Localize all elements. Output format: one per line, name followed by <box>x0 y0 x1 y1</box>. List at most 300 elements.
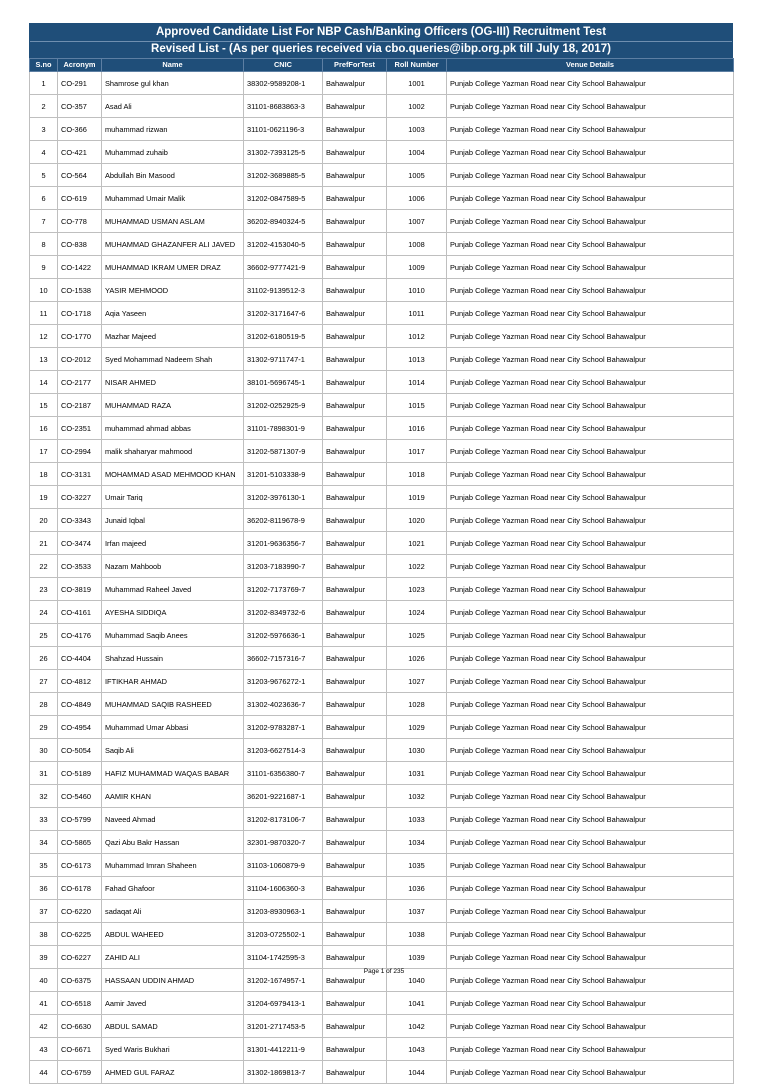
cell-pref-for-test: Bahawalpur <box>323 808 387 831</box>
cell-roll-number: 1012 <box>387 325 447 348</box>
cell-name: Abdullah Bin Masood <box>102 164 244 187</box>
cell-cnic: 31201-5103338-9 <box>244 463 323 486</box>
cell-cnic: 31202-7173769-7 <box>244 578 323 601</box>
cell-pref-for-test: Bahawalpur <box>323 72 387 95</box>
cell-venue-details: Punjab College Yazman Road near City School Bahawalpur <box>447 923 734 946</box>
cell-sno: 6 <box>30 187 58 210</box>
cell-name: MUHAMMAD RAZA <box>102 394 244 417</box>
cell-cnic: 31202-8173106-7 <box>244 808 323 831</box>
cell-sno: 22 <box>30 555 58 578</box>
cell-roll-number: 1018 <box>387 463 447 486</box>
cell-acronym: CO-5189 <box>58 762 102 785</box>
table-row <box>30 900 734 923</box>
cell-acronym: CO-5460 <box>58 785 102 808</box>
cell-pref-for-test: Bahawalpur <box>323 762 387 785</box>
cell-pref-for-test: Bahawalpur <box>323 1015 387 1038</box>
cell-venue-details: Punjab College Yazman Road near City School Bahawalpur <box>447 72 734 95</box>
cell-acronym: CO-5865 <box>58 831 102 854</box>
cell-roll-number: 1017 <box>387 440 447 463</box>
cell-pref-for-test: Bahawalpur <box>323 256 387 279</box>
cell-cnic: 31104-1606360-3 <box>244 877 323 900</box>
cell-name: Irfan majeed <box>102 532 244 555</box>
cell-cnic: 31201-9636356-7 <box>244 532 323 555</box>
cell-name: HAFIZ MUHAMMAD WAQAS BABAR <box>102 762 244 785</box>
cell-acronym: CO-3343 <box>58 509 102 532</box>
cell-pref-for-test: Bahawalpur <box>323 1061 387 1084</box>
cell-venue-details: Punjab College Yazman Road near City School Bahawalpur <box>447 210 734 233</box>
cell-acronym: CO-6759 <box>58 1061 102 1084</box>
table-row <box>30 417 734 440</box>
cell-acronym: CO-3819 <box>58 578 102 601</box>
cell-name: NISAR AHMED <box>102 371 244 394</box>
cell-cnic: 31202-8349732-6 <box>244 601 323 624</box>
cell-sno: 4 <box>30 141 58 164</box>
cell-cnic: 31301-4412211-9 <box>244 1038 323 1061</box>
cell-name: Qazi Abu Bakr Hassan <box>102 831 244 854</box>
cell-venue-details: Punjab College Yazman Road near City School Bahawalpur <box>447 877 734 900</box>
cell-pref-for-test: Bahawalpur <box>323 923 387 946</box>
cell-sno: 28 <box>30 693 58 716</box>
cell-cnic: 31202-1674957-1 <box>244 969 323 992</box>
cell-roll-number: 1042 <box>387 1015 447 1038</box>
cell-sno: 42 <box>30 1015 58 1038</box>
cell-name: Umair Tariq <box>102 486 244 509</box>
cell-cnic: 31302-1869813-7 <box>244 1061 323 1084</box>
cell-venue-details: Punjab College Yazman Road near City School Bahawalpur <box>447 95 734 118</box>
cell-pref-for-test: Bahawalpur <box>323 141 387 164</box>
cell-cnic: 31101-8683863-3 <box>244 95 323 118</box>
cell-acronym: CO-778 <box>58 210 102 233</box>
cell-name: AHMED GUL FARAZ <box>102 1061 244 1084</box>
cell-pref-for-test: Bahawalpur <box>323 233 387 256</box>
cell-cnic: 36202-8119678-9 <box>244 509 323 532</box>
cell-sno: 31 <box>30 762 58 785</box>
cell-cnic: 31202-5871307-9 <box>244 440 323 463</box>
cell-sno: 38 <box>30 923 58 946</box>
cell-pref-for-test: Bahawalpur <box>323 371 387 394</box>
cell-name: Saqib Ali <box>102 739 244 762</box>
cell-roll-number: 1003 <box>387 118 447 141</box>
cell-acronym: CO-619 <box>58 187 102 210</box>
cell-sno: 40 <box>30 969 58 992</box>
cell-roll-number: 1024 <box>387 601 447 624</box>
table-row <box>30 394 734 417</box>
cell-pref-for-test: Bahawalpur <box>323 279 387 302</box>
column-header-venue-details: Venue Details <box>447 59 734 72</box>
cell-cnic: 31204-6979413-1 <box>244 992 323 1015</box>
cell-cnic: 31203-7183990-7 <box>244 555 323 578</box>
cell-sno: 23 <box>30 578 58 601</box>
cell-pref-for-test: Bahawalpur <box>323 578 387 601</box>
cell-venue-details: Punjab College Yazman Road near City School Bahawalpur <box>447 348 734 371</box>
cell-pref-for-test: Bahawalpur <box>323 1038 387 1061</box>
cell-venue-details: Punjab College Yazman Road near City School Bahawalpur <box>447 785 734 808</box>
cell-cnic: 31203-6627514-3 <box>244 739 323 762</box>
table-row <box>30 95 734 118</box>
cell-cnic: 31202-3689885-5 <box>244 164 323 187</box>
cell-acronym: CO-4954 <box>58 716 102 739</box>
cell-venue-details: Punjab College Yazman Road near City School Bahawalpur <box>447 900 734 923</box>
cell-roll-number: 1009 <box>387 256 447 279</box>
cell-pref-for-test: Bahawalpur <box>323 716 387 739</box>
table-row <box>30 877 734 900</box>
cell-venue-details: Punjab College Yazman Road near City School Bahawalpur <box>447 762 734 785</box>
cell-cnic: 32301-9870320-7 <box>244 831 323 854</box>
cell-venue-details: Punjab College Yazman Road near City School Bahawalpur <box>447 716 734 739</box>
table-row <box>30 923 734 946</box>
cell-roll-number: 1016 <box>387 417 447 440</box>
table-row <box>30 164 734 187</box>
cell-cnic: 31202-3976130-1 <box>244 486 323 509</box>
cell-name: Syed Mohammad Nadeem Shah <box>102 348 244 371</box>
cell-venue-details: Punjab College Yazman Road near City School Bahawalpur <box>447 509 734 532</box>
cell-venue-details: Punjab College Yazman Road near City School Bahawalpur <box>447 233 734 256</box>
cell-venue-details: Punjab College Yazman Road near City School Bahawalpur <box>447 946 734 969</box>
cell-cnic: 31203-9676272-1 <box>244 670 323 693</box>
table-row <box>30 532 734 555</box>
cell-acronym: CO-4849 <box>58 693 102 716</box>
cell-acronym: CO-6220 <box>58 900 102 923</box>
candidate-list-sheet <box>29 23 733 1084</box>
cell-sno: 43 <box>30 1038 58 1061</box>
cell-name: Aqia Yaseen <box>102 302 244 325</box>
table-row <box>30 279 734 302</box>
cell-sno: 9 <box>30 256 58 279</box>
table-row <box>30 831 734 854</box>
table-row <box>30 72 734 95</box>
cell-name: AYESHA SIDDIQA <box>102 601 244 624</box>
column-header-acronym: Acronym <box>58 59 102 72</box>
cell-name: Naveed Ahmad <box>102 808 244 831</box>
page-title: Approved Candidate List For NBP Cash/Banking Officers (OG-III) Recruitment Test <box>155 26 607 38</box>
cell-cnic: 36201-9221687-1 <box>244 785 323 808</box>
cell-name: MOHAMMAD ASAD MEHMOOD KHAN <box>102 463 244 486</box>
cell-cnic: 31101-6356380-7 <box>244 762 323 785</box>
cell-sno: 14 <box>30 371 58 394</box>
cell-name: Mazhar Majeed <box>102 325 244 348</box>
column-header-roll-number: Roll Number <box>387 59 447 72</box>
cell-roll-number: 1004 <box>387 141 447 164</box>
table-row <box>30 1038 734 1061</box>
cell-acronym: CO-291 <box>58 72 102 95</box>
cell-acronym: CO-1422 <box>58 256 102 279</box>
cell-acronym: CO-4176 <box>58 624 102 647</box>
cell-name: Syed Waris Bukhari <box>102 1038 244 1061</box>
cell-venue-details: Punjab College Yazman Road near City School Bahawalpur <box>447 394 734 417</box>
cell-roll-number: 1033 <box>387 808 447 831</box>
table-row <box>30 325 734 348</box>
cell-name: MUHAMMAD USMAN ASLAM <box>102 210 244 233</box>
cell-sno: 37 <box>30 900 58 923</box>
cell-name: muhammad rizwan <box>102 118 244 141</box>
cell-sno: 2 <box>30 95 58 118</box>
cell-pref-for-test: Bahawalpur <box>323 693 387 716</box>
table-body <box>30 72 734 1084</box>
cell-name: sadaqat Ali <box>102 900 244 923</box>
cell-venue-details: Punjab College Yazman Road near City School Bahawalpur <box>447 302 734 325</box>
cell-cnic: 31302-7393125-5 <box>244 141 323 164</box>
column-header-pref-for-test: PrefForTest <box>323 59 387 72</box>
cell-roll-number: 1019 <box>387 486 447 509</box>
cell-name: MUHAMMAD IKRAM UMER DRAZ <box>102 256 244 279</box>
cell-cnic: 31202-0847589-5 <box>244 187 323 210</box>
cell-pref-for-test: Bahawalpur <box>323 969 387 992</box>
cell-roll-number: 1007 <box>387 210 447 233</box>
cell-roll-number: 1022 <box>387 555 447 578</box>
table-row <box>30 808 734 831</box>
cell-cnic: 31202-9783287-1 <box>244 716 323 739</box>
cell-acronym: CO-6375 <box>58 969 102 992</box>
cell-sno: 18 <box>30 463 58 486</box>
cell-sno: 33 <box>30 808 58 831</box>
cell-venue-details: Punjab College Yazman Road near City School Bahawalpur <box>447 624 734 647</box>
cell-cnic: 38101-5696745-1 <box>244 371 323 394</box>
cell-venue-details: Punjab College Yazman Road near City School Bahawalpur <box>447 854 734 877</box>
cell-venue-details: Punjab College Yazman Road near City School Bahawalpur <box>447 1038 734 1061</box>
cell-sno: 3 <box>30 118 58 141</box>
cell-roll-number: 1011 <box>387 302 447 325</box>
cell-name: HASSAAN UDDIN AHMAD <box>102 969 244 992</box>
cell-roll-number: 1026 <box>387 647 447 670</box>
table-row <box>30 670 734 693</box>
cell-venue-details: Punjab College Yazman Road near City School Bahawalpur <box>447 440 734 463</box>
cell-sno: 8 <box>30 233 58 256</box>
cell-cnic: 38302-9589208-1 <box>244 72 323 95</box>
cell-sno: 32 <box>30 785 58 808</box>
cell-roll-number: 1038 <box>387 923 447 946</box>
cell-roll-number: 1015 <box>387 394 447 417</box>
cell-roll-number: 1041 <box>387 992 447 1015</box>
cell-venue-details: Punjab College Yazman Road near City School Bahawalpur <box>447 1015 734 1038</box>
cell-roll-number: 1021 <box>387 532 447 555</box>
cell-pref-for-test: Bahawalpur <box>323 164 387 187</box>
table-row <box>30 440 734 463</box>
cell-roll-number: 1032 <box>387 785 447 808</box>
cell-venue-details: Punjab College Yazman Road near City School Bahawalpur <box>447 693 734 716</box>
cell-pref-for-test: Bahawalpur <box>323 118 387 141</box>
cell-sno: 16 <box>30 417 58 440</box>
cell-cnic: 31202-6180519-5 <box>244 325 323 348</box>
cell-name: IFTIKHAR AHMAD <box>102 670 244 693</box>
cell-roll-number: 1010 <box>387 279 447 302</box>
column-header-sno: S.no <box>30 59 58 72</box>
cell-sno: 29 <box>30 716 58 739</box>
cell-pref-for-test: Bahawalpur <box>323 463 387 486</box>
cell-name: ABDUL WAHEED <box>102 923 244 946</box>
cell-acronym: CO-4812 <box>58 670 102 693</box>
table-row <box>30 854 734 877</box>
cell-pref-for-test: Bahawalpur <box>323 348 387 371</box>
cell-pref-for-test: Bahawalpur <box>323 555 387 578</box>
cell-roll-number: 1029 <box>387 716 447 739</box>
cell-sno: 24 <box>30 601 58 624</box>
cell-name: Aamir Javed <box>102 992 244 1015</box>
cell-roll-number: 1006 <box>387 187 447 210</box>
cell-venue-details: Punjab College Yazman Road near City School Bahawalpur <box>447 417 734 440</box>
cell-sno: 36 <box>30 877 58 900</box>
column-header-cnic: CNIC <box>244 59 323 72</box>
cell-roll-number: 1002 <box>387 95 447 118</box>
table-header-row <box>30 59 734 72</box>
table-row <box>30 256 734 279</box>
cell-acronym: CO-4404 <box>58 647 102 670</box>
cell-acronym: CO-6225 <box>58 923 102 946</box>
cell-acronym: CO-4161 <box>58 601 102 624</box>
cell-name: Muhammad Saqib Anees <box>102 624 244 647</box>
cell-sno: 13 <box>30 348 58 371</box>
cell-roll-number: 1031 <box>387 762 447 785</box>
cell-pref-for-test: Bahawalpur <box>323 900 387 923</box>
cell-sno: 15 <box>30 394 58 417</box>
cell-venue-details: Punjab College Yazman Road near City School Bahawalpur <box>447 992 734 1015</box>
cell-venue-details: Punjab College Yazman Road near City School Bahawalpur <box>447 831 734 854</box>
cell-sno: 5 <box>30 164 58 187</box>
cell-sno: 19 <box>30 486 58 509</box>
cell-venue-details: Punjab College Yazman Road near City School Bahawalpur <box>447 808 734 831</box>
cell-roll-number: 1014 <box>387 371 447 394</box>
cell-sno: 21 <box>30 532 58 555</box>
cell-sno: 1 <box>30 72 58 95</box>
cell-pref-for-test: Bahawalpur <box>323 647 387 670</box>
cell-name: Fahad Ghafoor <box>102 877 244 900</box>
cell-cnic: 31203-0725502-1 <box>244 923 323 946</box>
cell-acronym: CO-1538 <box>58 279 102 302</box>
cell-acronym: CO-366 <box>58 118 102 141</box>
cell-pref-for-test: Bahawalpur <box>323 509 387 532</box>
table-row <box>30 463 734 486</box>
cell-venue-details: Punjab College Yazman Road near City School Bahawalpur <box>447 187 734 210</box>
cell-roll-number: 1023 <box>387 578 447 601</box>
table-row <box>30 555 734 578</box>
column-header-name: Name <box>102 59 244 72</box>
table-row <box>30 1015 734 1038</box>
cell-roll-number: 1005 <box>387 164 447 187</box>
cell-sno: 41 <box>30 992 58 1015</box>
cell-pref-for-test: Bahawalpur <box>323 95 387 118</box>
cell-cnic: 31201-2717453-5 <box>244 1015 323 1038</box>
cell-roll-number: 1008 <box>387 233 447 256</box>
cell-name: ABDUL SAMAD <box>102 1015 244 1038</box>
cell-pref-for-test: Bahawalpur <box>323 739 387 762</box>
cell-acronym: CO-3474 <box>58 532 102 555</box>
cell-sno: 25 <box>30 624 58 647</box>
cell-roll-number: 1034 <box>387 831 447 854</box>
cell-venue-details: Punjab College Yazman Road near City School Bahawalpur <box>447 555 734 578</box>
table-row <box>30 233 734 256</box>
cell-venue-details: Punjab College Yazman Road near City School Bahawalpur <box>447 532 734 555</box>
cell-roll-number: 1027 <box>387 670 447 693</box>
cell-roll-number: 1036 <box>387 877 447 900</box>
table-row <box>30 486 734 509</box>
cell-acronym: CO-6518 <box>58 992 102 1015</box>
cell-name: Muhammad Raheel Javed <box>102 578 244 601</box>
title-banner <box>29 23 733 58</box>
cell-venue-details: Punjab College Yazman Road near City School Bahawalpur <box>447 969 734 992</box>
cell-sno: 44 <box>30 1061 58 1084</box>
cell-sno: 34 <box>30 831 58 854</box>
table-row <box>30 647 734 670</box>
cell-cnic: 36602-7157316-7 <box>244 647 323 670</box>
cell-cnic: 31102-9139512-3 <box>244 279 323 302</box>
cell-acronym: CO-838 <box>58 233 102 256</box>
table-row <box>30 739 734 762</box>
cell-roll-number: 1037 <box>387 900 447 923</box>
cell-venue-details: Punjab College Yazman Road near City School Bahawalpur <box>447 118 734 141</box>
cell-roll-number: 1039 <box>387 946 447 969</box>
cell-venue-details: Punjab College Yazman Road near City School Bahawalpur <box>447 578 734 601</box>
cell-cnic: 31203-8930963-1 <box>244 900 323 923</box>
cell-sno: 12 <box>30 325 58 348</box>
cell-venue-details: Punjab College Yazman Road near City School Bahawalpur <box>447 325 734 348</box>
cell-acronym: CO-2177 <box>58 371 102 394</box>
cell-pref-for-test: Bahawalpur <box>323 877 387 900</box>
cell-acronym: CO-5054 <box>58 739 102 762</box>
cell-name: Asad Ali <box>102 95 244 118</box>
cell-venue-details: Punjab College Yazman Road near City School Bahawalpur <box>447 371 734 394</box>
cell-acronym: CO-1718 <box>58 302 102 325</box>
cell-pref-for-test: Bahawalpur <box>323 854 387 877</box>
cell-pref-for-test: Bahawalpur <box>323 601 387 624</box>
table-row <box>30 693 734 716</box>
cell-acronym: CO-2994 <box>58 440 102 463</box>
cell-acronym: CO-3533 <box>58 555 102 578</box>
cell-pref-for-test: Bahawalpur <box>323 417 387 440</box>
table-row <box>30 187 734 210</box>
cell-pref-for-test: Bahawalpur <box>323 624 387 647</box>
cell-roll-number: 1035 <box>387 854 447 877</box>
cell-venue-details: Punjab College Yazman Road near City School Bahawalpur <box>447 463 734 486</box>
cell-cnic: 36202-8940324-5 <box>244 210 323 233</box>
cell-acronym: CO-6630 <box>58 1015 102 1038</box>
cell-pref-for-test: Bahawalpur <box>323 187 387 210</box>
cell-sno: 10 <box>30 279 58 302</box>
cell-venue-details: Punjab College Yazman Road near City School Bahawalpur <box>447 647 734 670</box>
cell-name: YASIR MEHMOOD <box>102 279 244 302</box>
cell-venue-details: Punjab College Yazman Road near City School Bahawalpur <box>447 601 734 624</box>
cell-venue-details: Punjab College Yazman Road near City School Bahawalpur <box>447 256 734 279</box>
cell-name: AAMIR KHAN <box>102 785 244 808</box>
cell-venue-details: Punjab College Yazman Road near City School Bahawalpur <box>447 486 734 509</box>
cell-sno: 26 <box>30 647 58 670</box>
cell-pref-for-test: Bahawalpur <box>323 992 387 1015</box>
cell-pref-for-test: Bahawalpur <box>323 831 387 854</box>
cell-name: Nazam Mahboob <box>102 555 244 578</box>
cell-name: MUHAMMAD SAQIB RASHEED <box>102 693 244 716</box>
cell-venue-details: Punjab College Yazman Road near City School Bahawalpur <box>447 670 734 693</box>
table-row <box>30 348 734 371</box>
cell-acronym: CO-6227 <box>58 946 102 969</box>
page-footer: Page 1 of 235 <box>363 968 405 975</box>
cell-roll-number: 1040 <box>387 969 447 992</box>
cell-sno: 20 <box>30 509 58 532</box>
table-row <box>30 992 734 1015</box>
cell-sno: 30 <box>30 739 58 762</box>
cell-sno: 39 <box>30 946 58 969</box>
cell-acronym: CO-6173 <box>58 854 102 877</box>
cell-sno: 7 <box>30 210 58 233</box>
cell-name: Muhammad Umair Malik <box>102 187 244 210</box>
cell-pref-for-test: Bahawalpur <box>323 486 387 509</box>
cell-name: Shahzad Hussain <box>102 647 244 670</box>
cell-roll-number: 1013 <box>387 348 447 371</box>
cell-cnic: 31104-1742595-3 <box>244 946 323 969</box>
cell-name: Muhammad Imran Shaheen <box>102 854 244 877</box>
cell-acronym: CO-3227 <box>58 486 102 509</box>
cell-acronym: CO-2012 <box>58 348 102 371</box>
table-row <box>30 601 734 624</box>
cell-cnic: 31101-0621196-3 <box>244 118 323 141</box>
table-row <box>30 210 734 233</box>
